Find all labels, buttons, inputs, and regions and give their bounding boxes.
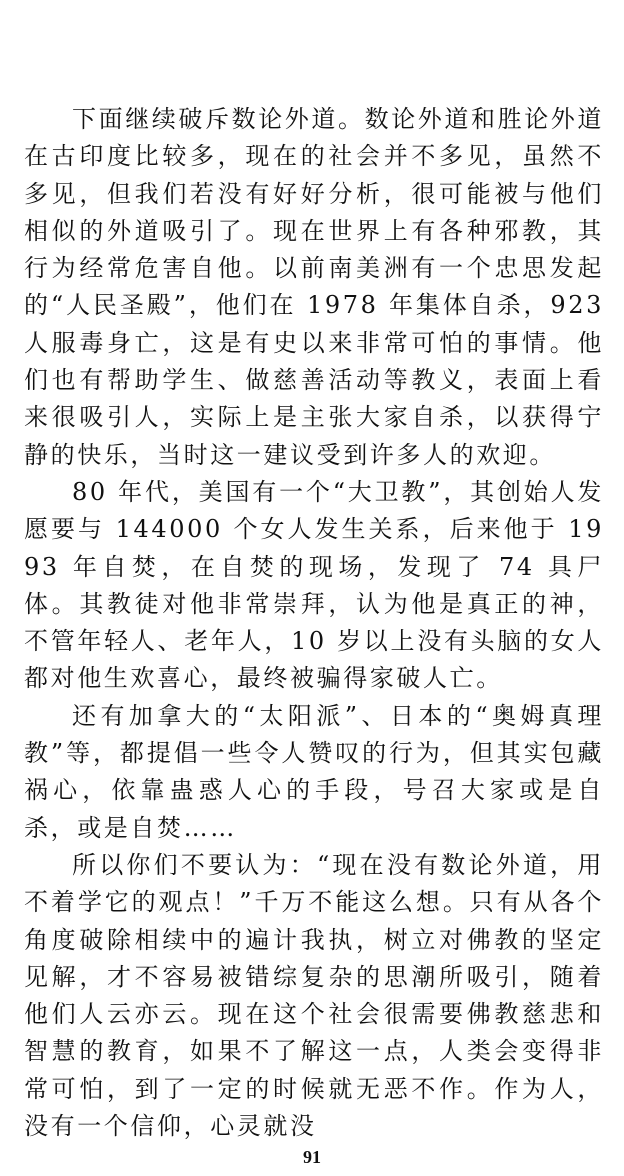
paragraph-4: 所以你们不要认为：“现在没有数论外道，用不着学它的观点！”千万不能这么想。只有从各个角度破除相续中的遍计我执，树立对佛教的坚定见解，才不容易被错综复杂的思潮所吸引，随着他们人云亦云。现在这个社会很需要佛教慈悲和智慧的教育，如果不了解这一点，人类会变得非常可怕，到了一定的时候就无恶不作。作为人，没有一个信仰，心灵就没 [24,850,604,1141]
paragraph-2: 80 年代，美国有一个“大卫教”，其创始人发愿要与 144000 个女人发生关系，后来他于 1993 年自焚，在自焚的现场，发现了 74 具尸体。其教徒对他非常崇拜，认为他是真正的神，不管年轻人、老年人，10 岁以上没有头脑的女人都对他生欢喜心，最终被骗得家破人亡。 [24,477,604,693]
paragraph-3: 还有加拿大的“太阳派”、日本的“奥姆真理教”等，都提倡一些令人赞叹的行为，但其实包藏祸心，依靠蛊惑人心的手段，号召大家或是自杀，或是自焚…… [24,701,604,842]
page-number: 91 [303,1147,321,1167]
paragraph-1: 下面继续破斥数论外道。数论外道和胜论外道在古印度比较多，现在的社会并不多见，虽然不多见，但我们若没有好好分析，很可能被与他们相似的外道吸引了。现在世界上有各种邪教，其行为经常危害自他。以前南美洲有一个忠思发起的“人民圣殿”，他们在 1978 年集体自杀，923 人服毒身亡，这是有史以来非常可怕的事情。他们也有帮助学生、做慈善活动等教义，表面上看来很吸引人，实际上是主张大家自杀，以获得宁静的快乐，当时这一建议受到许多人的欢迎。 [24,105,604,469]
